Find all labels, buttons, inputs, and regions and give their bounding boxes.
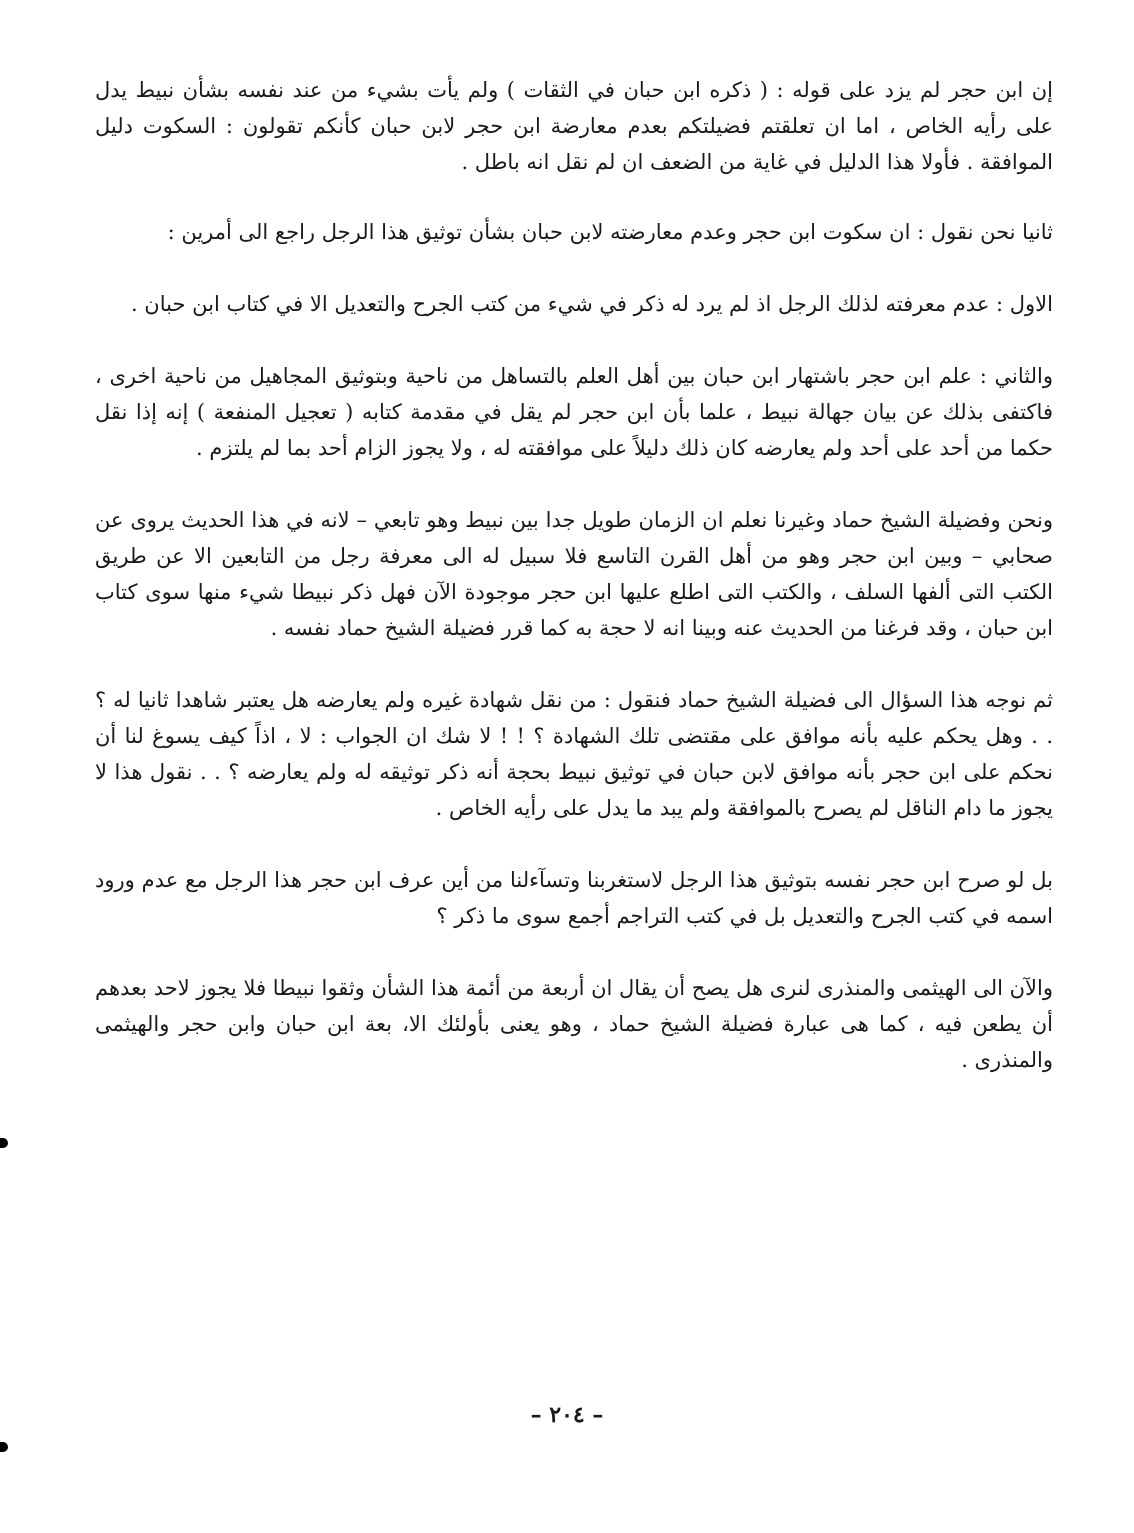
scan-edge-mark — [0, 1442, 8, 1452]
page-number: – ٢٠٤ – — [530, 1402, 604, 1428]
paragraph-7: بل لو صرح ابن حجر نفسه بتوثيق هذا الرجل لاستغربنا وتسآءلنا من أين عرف ابن حجر هذا الرجل مع عدم ورود اسمه في كتب الجرح والتعديل بل في كتب التراجم أجمع سوى ما ذكر ؟ — [95, 868, 1053, 928]
paragraph-8: والآن الى الهيثمى والمنذرى لنرى هل يصح أن يقال ان أربعة من أئمة هذا الشأن وثقوا نبيطا فلا يجوز لاحد بعدهم أن يطعن فيه ، كما هى عبارة فضيلة الشيخ حماد ، وهو يعنى بأولئك الا، بعة ابن حبان وابن حجر والهيثمى والمنذرى . — [95, 976, 1053, 1072]
paragraph-4: والثاني : علم ابن حجر باشتهار ابن حبان بين أهل العلم بالتساهل من ناحية وبتوثيق المجاهيل من ناحية اخرى ، فاكتفى بذلك عن بيان جهالة نبيط ، علما بأن ابن حجر لم يقل في مقدمة كتابه ( تعجيل المنفعة ) إنه إذا نقل حكما من أحد على أحد ولم يعارضه كان ذلك دليلاً على موافقته له ، ولا يجوز الزام أحد بما لم يلتزم . — [95, 364, 1053, 460]
document-page — [95, 60, 1053, 1078]
paragraph-3: الاول : عدم معرفته لذلك الرجل اذ لم يرد له ذكر في شيء من كتب الجرح والتعديل الا في كتاب ابن حبان . — [130, 292, 1053, 316]
paragraph-1: إن ابن حجر لم يزد على قوله : ( ذكره ابن حبان في الثقات ) ولم يأت بشيء من عند نفسه بشأن نبيط يدل على رأيه الخاص ، اما ان تعلقتم فضيلتكم بعدم معارضة ابن حجر لابن حبان كأنكم تقولون : السكوت دليل الموافقة . فأولا هذا الدليل في غاية من الضعف ان لم نقل انه باطل . — [95, 78, 1053, 174]
paragraph-2: ثانيا نحن نقول : ان سكوت ابن حجر وعدم معارضته لابن حبان بشأن توثيق هذا الرجل راجع الى أمرين : — [167, 220, 1053, 244]
paragraph-5: ونحن وفضيلة الشيخ حماد وغيرنا نعلم ان الزمان طويل جدا بين نبيط وهو تابعي – لانه في هذا الحديث يروى عن صحابي – وبين ابن حجر وهو من أهل القرن التاسع فلا سبيل له الى معرفة رجل من التابعين الا عن طريق الكتب التى ألفها السلف ، والكتب التى اطلع عليها ابن حجر موجودة الآن فهل ذكر نبيطا شيء منها سوى كتاب ابن حبان ، وقد فرغنا من الحديث عنه وبينا انه لا حجة به كما قرر فضيلة الشيخ حماد نفسه . — [95, 508, 1053, 640]
paragraph-6: ثم نوجه هذا السؤال الى فضيلة الشيخ حماد فنقول : من نقل شهادة غيره ولم يعارضه هل يعتبر شاهدا ثانيا له ؟ . . وهل يحكم عليه بأنه موافق على مقتضى تلك الشهادة ؟ ! ! لا شك ان الجواب : لا ، اذاً كيف يسوغ لنا أن نحكم على ابن حجر بأنه موافق لابن حبان في توثيق نبيط بحجة أنه ذكر توثيقه له ولم يعارضه ؟ . . نقول هذا لا يجوز ما دام الناقل لم يصرح بالموافقة ولم يبد ما يدل على رأيه الخاص . — [95, 688, 1053, 820]
scan-edge-mark — [0, 1138, 8, 1148]
